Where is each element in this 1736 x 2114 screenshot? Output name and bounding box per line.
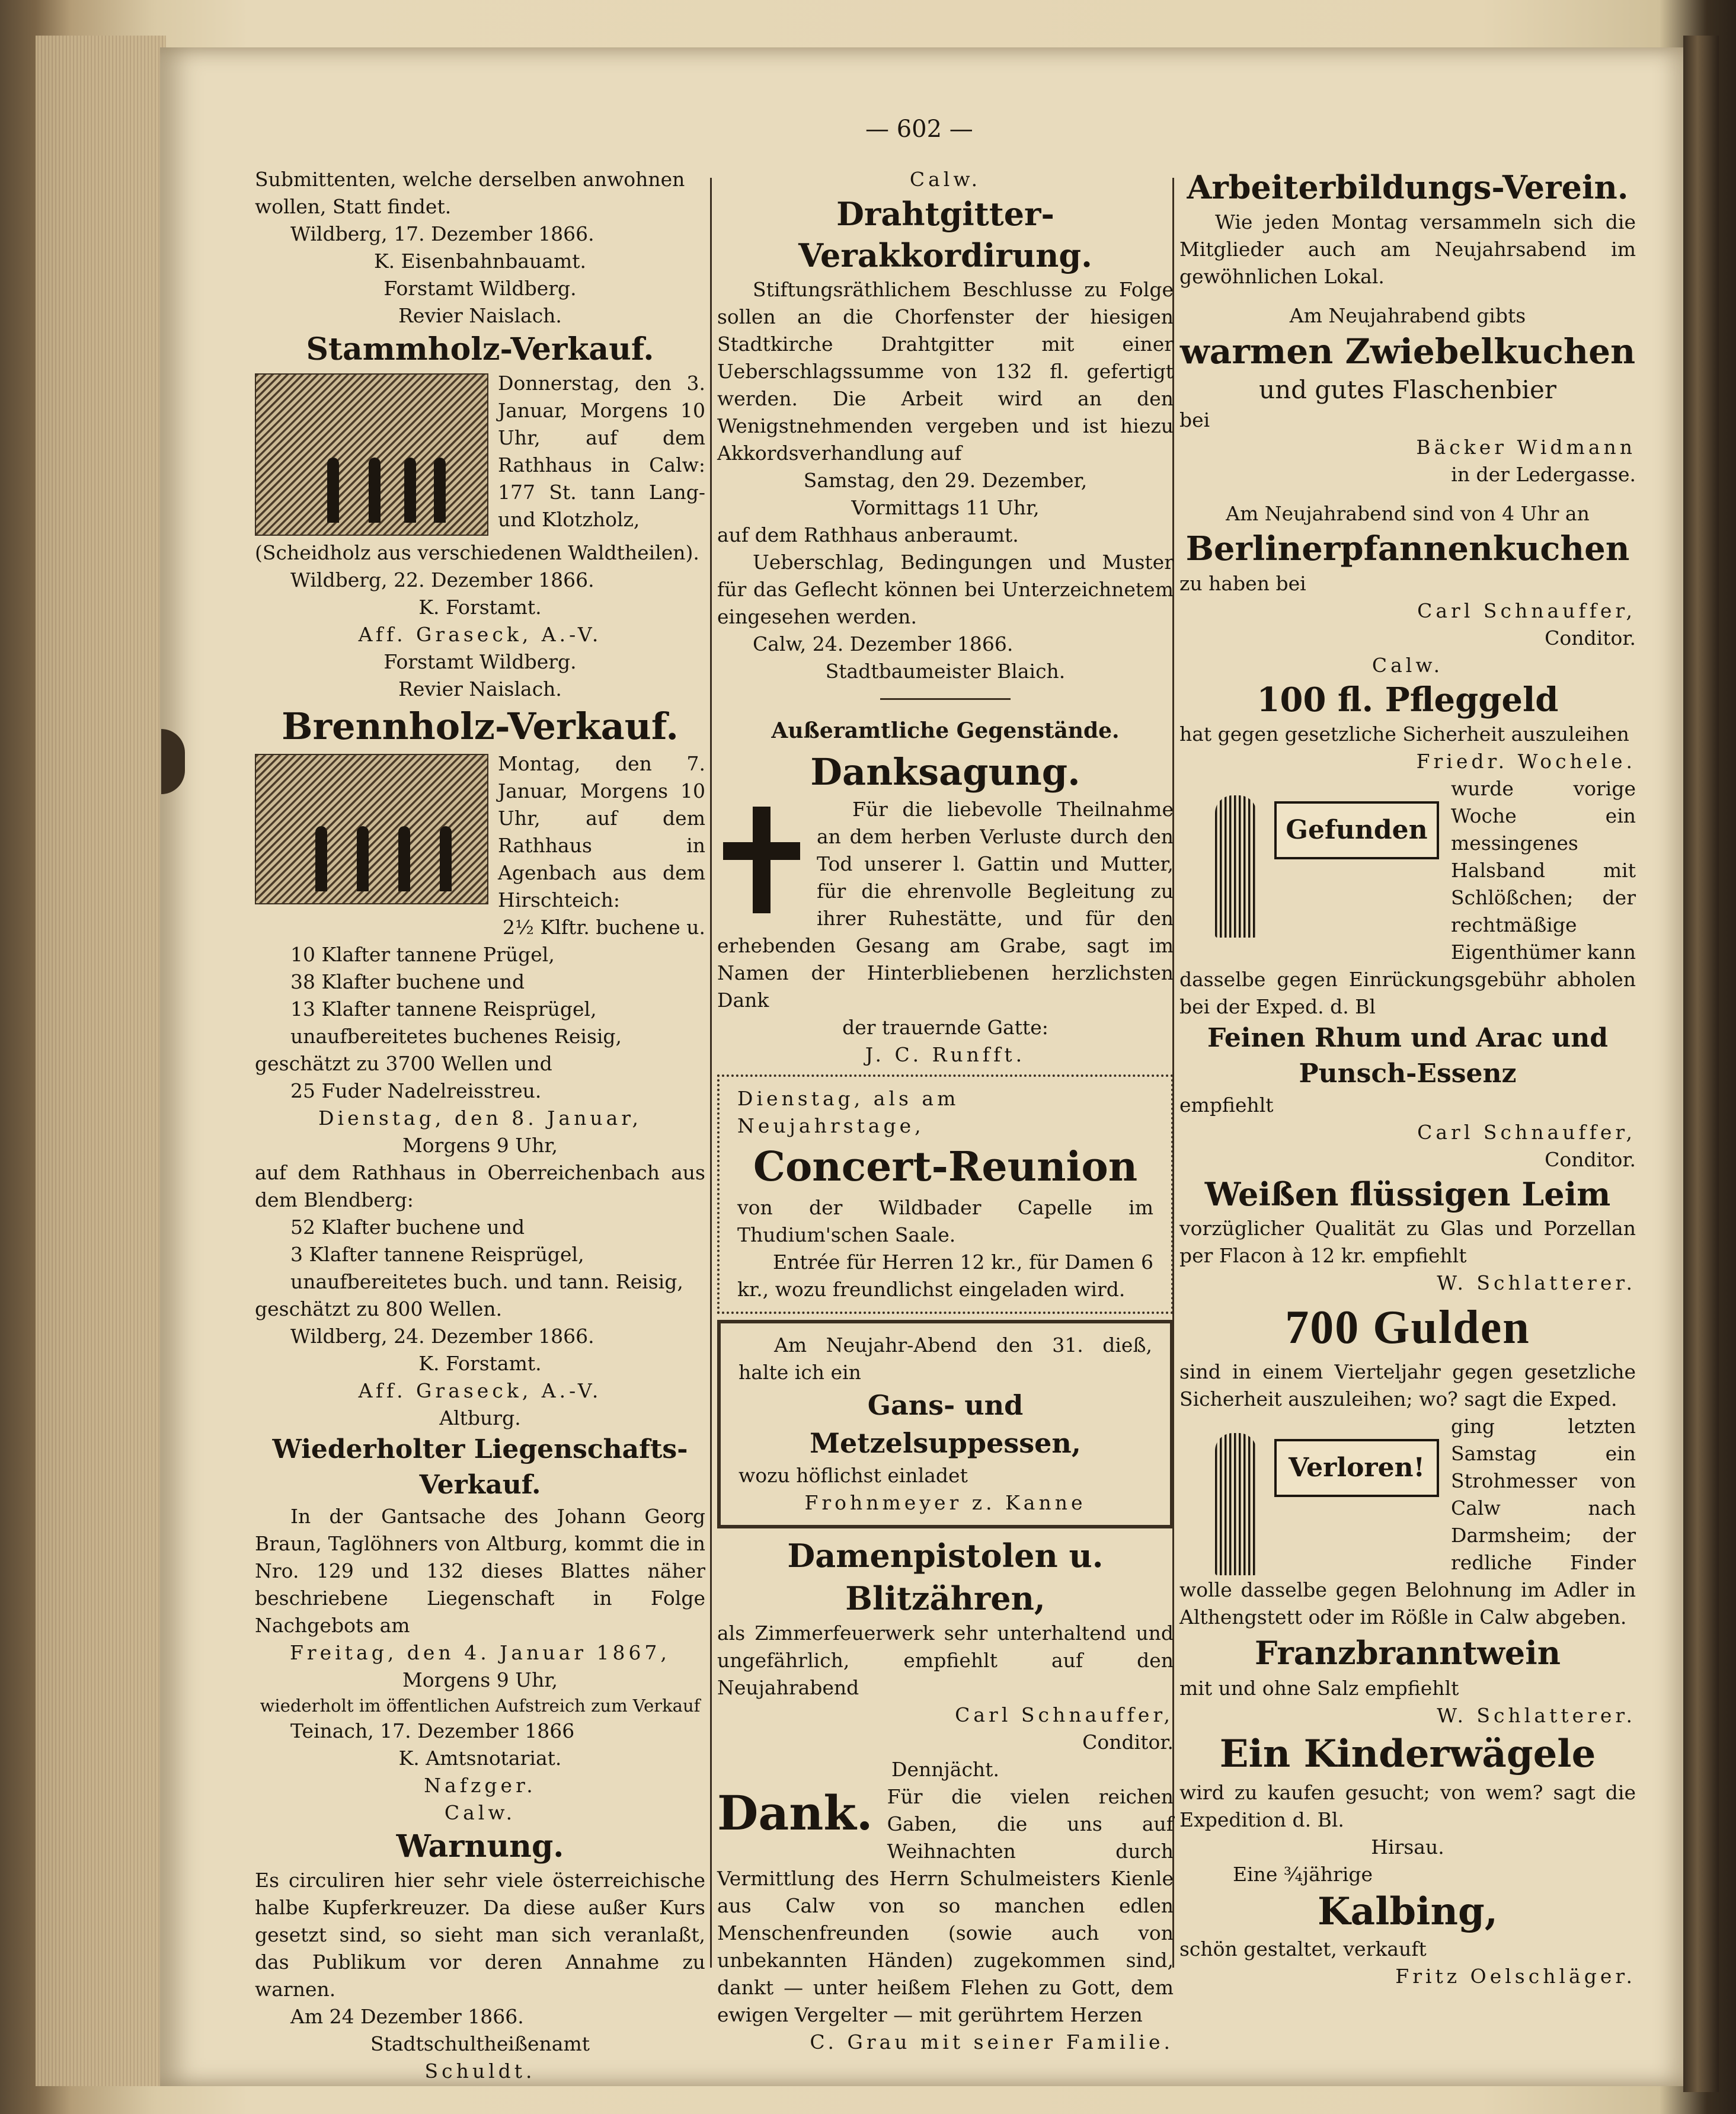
place-name: Calw.	[909, 168, 982, 191]
place-name: Calw.	[444, 1801, 516, 1824]
district-name: Revier Naislach.	[398, 304, 562, 327]
ad-title-pfleggeld: 100 fl. Pfleggeld	[1257, 680, 1559, 719]
crier-figure	[1215, 795, 1257, 938]
list-item: 25 Fuder Nadelreisstreu.	[290, 1079, 542, 1102]
book-page-edges	[36, 36, 166, 2086]
ad-body: Entrée für Herren 12 kr., für Damen 6 kr., wozu freundlichst eingeladen wird.	[737, 1251, 1153, 1301]
list-item: 10 Klafter tannene Prügel,	[290, 943, 555, 966]
text-line: wozu höflichst einladet	[738, 1464, 968, 1487]
ad-title-brennholz: Brennholz-Verkauf.	[282, 705, 679, 748]
ad-body: In der Gantsache des Johann Georg Braun, Taglöhners von Altburg, kommt die in Nro. 129 und 132 dieses Blattes näher beschriebene Liegenschaft in Folge Nachgebots am	[255, 1505, 705, 1637]
signatory: Bäcker Widmann	[1416, 436, 1636, 459]
signatory: J. C. Runfft.	[865, 1043, 1026, 1066]
ad-title-liegenschaft: Wiederholter Liegenschafts-Verkauf.	[272, 1434, 688, 1500]
dateline: Am 24 Dezember 1866.	[290, 2005, 524, 2028]
office-signature: K. Forstamt.	[418, 1352, 542, 1375]
woodcut-forest-illustration	[255, 373, 488, 536]
text-line: empfiehlt	[1179, 1093, 1274, 1117]
time-line: Morgens 9 Uhr,	[402, 1668, 558, 1691]
signatory-title: Conditor.	[1082, 1731, 1174, 1754]
date-line: Dienstag, den 8. Januar,	[318, 1106, 642, 1130]
signatory: Frohnmeyer z. Kanne	[804, 1491, 1086, 1514]
gefunden-illustration	[1179, 778, 1440, 944]
text-line: Am Neujahr-Abend den 31. dieß, halte ich ein	[738, 1333, 1152, 1384]
ad-body: von der Wildbader Capelle im Thudium'schen Saale.	[737, 1196, 1153, 1246]
text-line: wiederholt im öffentlichen Aufstreich zum Verkauf	[260, 1696, 701, 1716]
woodcut-forest-illustration	[255, 754, 488, 904]
verloren-banner: Verloren!	[1274, 1439, 1439, 1497]
place-name: Altburg.	[439, 1406, 521, 1429]
ad-body: Es circuliren hier sehr viele österreichische halbe Kupferkreuzer. Da diese außer Kurs gesetzt sind, so sieht man sich veranlaßt, das Publikum vor deren Annahme zu warnen.	[255, 1869, 705, 2001]
dateline: Calw, 24. Dezember 1866.	[753, 632, 1014, 655]
ad-title-drahtgitter: Drahtgitter-Verakkordirung.	[798, 195, 1092, 274]
signatory: C. Grau mit seiner Familie.	[810, 2030, 1174, 2054]
signatory-title: Conditor.	[1545, 626, 1636, 650]
ad-title-rhum: Feinen Rhum und Arac und Punsch-Essenz	[1207, 1023, 1608, 1089]
crier-figure	[1215, 1433, 1257, 1575]
ad-body: Wie jeden Montag versammeln sich die Mitglieder auch am Neujahrsabend im gewöhnlichen Lokal.	[1179, 210, 1636, 288]
ad-body: sind in einem Vierteljahr gegen gesetzliche Sicherheit auszuleihen; wo? sagt die Exped.	[1179, 1360, 1636, 1411]
ad-title-zwiebelkuchen: warmen Zwiebelkuchen	[1179, 331, 1636, 372]
ad-body: als Zimmerfeuerwerk sehr unterhaltend und ungefährlich, empfiehlt auf den Neujahrabend	[717, 1622, 1174, 1699]
ad-title-berliner: Berlinerpfannenkuchen	[1185, 529, 1630, 568]
signatory: Carl Schnauffer,	[1417, 1121, 1636, 1144]
dateline: Wildberg, 24. Dezember 1866.	[290, 1325, 594, 1348]
text-line: bei	[1179, 408, 1210, 431]
ad-body: mit und ohne Salz empfiehlt	[1179, 1677, 1459, 1700]
column-3	[1179, 166, 1636, 1990]
ad-title-gans: Gans- und Metzelsuppessen,	[810, 1389, 1081, 1459]
signatory: W. Schlatterer.	[1437, 1704, 1636, 1727]
date-line: Freitag, den 4. Januar 1867,	[290, 1641, 670, 1664]
ad-title-dank: Dank.	[717, 1785, 873, 1841]
column-1	[255, 166, 705, 2085]
gans-ad-box	[717, 1320, 1174, 1528]
signatory: Aff. Graseck, A.-V.	[358, 623, 602, 646]
office-name: Forstamt Wildberg.	[383, 277, 577, 300]
ad-body: wird zu kaufen gesucht; von wem? sagt die Expedition d. Bl.	[1179, 1781, 1636, 1831]
signatory: Carl Schnauffer,	[1417, 599, 1636, 622]
ad-body: vorzüglicher Qualität zu Glas und Porzellan per Flacon à 12 kr. empfiehlt	[1179, 1217, 1636, 1267]
dateline: Teinach, 17. Dezember 1866	[290, 1719, 575, 1742]
ad-body: wurde vorige Woche ein messingenes Halsband mit Schlößchen; der rechtmäßige Eigenthümer kann dasselbe gegen Einrückungsgebühr abholen bei der Exped. d. Bl	[1179, 777, 1636, 1018]
list-item: 38 Klafter buchene und	[290, 970, 525, 993]
ad-body: Für die vielen reichen Gaben, die uns auf Weihnachten durch Vermittlung des Herrn Schulmeisters Kienle aus Calw von so manchen edlen Menschenfreunden (sowie auch von unbekannten Händen) zugekommen sind, dankt — unter heißem Flehen zu Gott, dem ewigen Vergelter — mit gerührtem Herzen	[717, 1785, 1174, 2026]
signatory-title: Conditor.	[1545, 1148, 1636, 1171]
ad-body: Stiftungsräthlichem Beschlusse zu Folge sollen an die Chorfenster der hiesigen Stadtkirche Drahtgitter mit einer Ueberschlagssumme von 132 fl. gefertigt werden. Die Arbeit wird an den Wenigstnehmenden vergeben und ist hiezu Akkordsverhandlung auf	[717, 278, 1174, 465]
section-rule	[880, 698, 1011, 700]
ad-title-damenpistolen: Damenpistolen u. Blitzähren,	[787, 1537, 1104, 1617]
signatory: Aff. Graseck, A.-V.	[358, 1379, 602, 1402]
text-line: wollen, Statt findet.	[255, 195, 452, 218]
text-line: Eine ¾jährige	[1233, 1863, 1373, 1886]
ad-title-kalbing: Kalbing,	[1317, 1889, 1498, 1934]
ad-title-concert: Concert-Reunion	[753, 1143, 1138, 1191]
signatory: Carl Schnauffer,	[955, 1703, 1174, 1726]
signatory-address: in der Ledergasse.	[1451, 463, 1636, 486]
text-line: der trauernde Gatte:	[842, 1016, 1048, 1039]
section-heading: Außeramtliche Gegenstände.	[771, 718, 1120, 743]
gefunden-banner: Gefunden	[1274, 801, 1439, 859]
signatory: Stadtbaumeister Blaich.	[825, 660, 1066, 683]
time-line: Morgens 9 Uhr,	[402, 1134, 558, 1157]
ad-title-stammholz: Stammholz-Verkauf.	[306, 331, 654, 367]
ad-body: ging letzten Samstag ein Strohmesser von Calw nach Darmsheim; der redliche Finder wolle dasselbe gegen Belohnung im Adler in Althengstett oder im Rößle in Calw abgeben.	[1179, 1415, 1636, 1629]
office-signature: Stadtschultheißenamt	[370, 2032, 590, 2055]
ad-body: hat gegen gesetzliche Sicherheit auszuleihen	[1179, 722, 1629, 746]
page-number: — 602 —	[865, 116, 973, 143]
text-line: Dienstag, als am Neujahrstage,	[737, 1087, 960, 1137]
ad-subtitle: und gutes Flaschenbier	[1259, 375, 1556, 404]
ad-body: Donnerstag, den 3. Januar, Morgens 10 Uhr, auf dem Rathhaus in Calw: 177 St. tann Lang- und Klotzholz,	[498, 372, 705, 531]
column-2	[717, 166, 1174, 2056]
list-item: unaufbereitetes buchenes Reisig, geschätzt zu 3700 Wellen und	[255, 1025, 622, 1075]
signatory: W. Schlatterer.	[1437, 1271, 1636, 1294]
ad-title-danksagung: Danksagung.	[810, 750, 1080, 794]
place-name: Hirsau.	[1371, 1835, 1444, 1859]
dateline: Wildberg, 22. Dezember 1866.	[290, 568, 594, 591]
time-line: Vormittags 11 Uhr,	[851, 496, 1040, 519]
ad-note: (Scheidholz aus verschiedenen Waldtheilen).	[255, 541, 699, 564]
text-line: Submittenten, welche derselben anwohnen	[255, 168, 685, 191]
text-line: Am Neujahrabend sind von 4 Uhr an	[1226, 502, 1590, 525]
list-item: 13 Klafter tannene Reisprügel,	[290, 997, 597, 1021]
office-name: Forstamt Wildberg.	[383, 650, 577, 673]
column-divider-1	[710, 178, 712, 1968]
ad-title-warnung: Warnung.	[396, 1828, 564, 1864]
office-signature: K. Eisenbahnbauamt.	[373, 250, 587, 273]
concert-ad-box	[717, 1074, 1174, 1314]
list-item: 3 Klafter tannene Reisprügel,	[290, 1243, 584, 1266]
signatory: Nafzger.	[424, 1774, 536, 1797]
district-name: Revier Naislach.	[398, 677, 562, 701]
ad-body: schön gestaltet, verkauft	[1179, 1937, 1427, 1961]
ad-title-kinderwaegele: Ein Kinderwägele	[1219, 1732, 1596, 1776]
place-name: Dennjächt.	[891, 1758, 999, 1781]
ad-body: Montag, den 7. Januar, Morgens 10 Uhr, auf dem Rathhaus in Agenbach aus dem Hirschteich:	[498, 752, 705, 912]
text-line: auf dem Rathhaus anberaumt.	[717, 523, 1019, 546]
text-line: Am Neujahrabend gibts	[1289, 304, 1526, 327]
text-line: zu haben bei	[1179, 572, 1306, 595]
list-item: 2½ Klftr. buchene u.	[503, 916, 705, 939]
ad-title-leim: Weißen flüssigen Leim	[1204, 1175, 1611, 1213]
signatory: Fritz Oelschläger.	[1395, 1965, 1636, 1988]
signatory: Friedr. Wochele.	[1416, 750, 1636, 773]
ad-body: Für die liebevolle Theilnahme an dem herben Verluste durch den Tod unserer l. Gattin und Mutter, für die ehrenvolle Begleitung zu ihrer Ruhestätte, und für den erhebenden Gesang am Grabe, sagt im Namen der Hinterbliebenen herzlichsten Dank	[717, 798, 1174, 1012]
office-signature: K. Forstamt.	[418, 596, 542, 619]
ad-title-arbeiterbildung: Arbeiterbildungs-Verein.	[1187, 168, 1629, 206]
ad-title-gulden: 700 Gulden	[1285, 1301, 1530, 1354]
list-item: unaufbereitetes buch. und tann. Reisig, geschätzt zu 800 Wellen.	[255, 1270, 683, 1320]
ad-title-franzbranntwein: Franzbranntwein	[1254, 1634, 1561, 1672]
office-signature: K. Amtsnotariat.	[398, 1747, 562, 1770]
book-binding-right	[1683, 36, 1719, 2092]
ad-body: Ueberschlag, Bedingungen und Muster für das Geflecht können bei Unterzeichnetem eingesehen werden.	[717, 551, 1174, 628]
place-name: Calw.	[1371, 654, 1444, 677]
signatory: Schuldt.	[424, 2059, 536, 2083]
dateline: Wildberg, 17. Dezember 1866.	[290, 222, 594, 245]
location-line: auf dem Rathhaus in Oberreichenbach aus dem Blendberg:	[255, 1161, 705, 1211]
date-line: Samstag, den 29. Dezember,	[803, 469, 1088, 492]
list-item: 52 Klafter buchene und	[290, 1216, 525, 1239]
cross-ornament	[717, 801, 806, 919]
verloren-illustration	[1179, 1415, 1440, 1575]
